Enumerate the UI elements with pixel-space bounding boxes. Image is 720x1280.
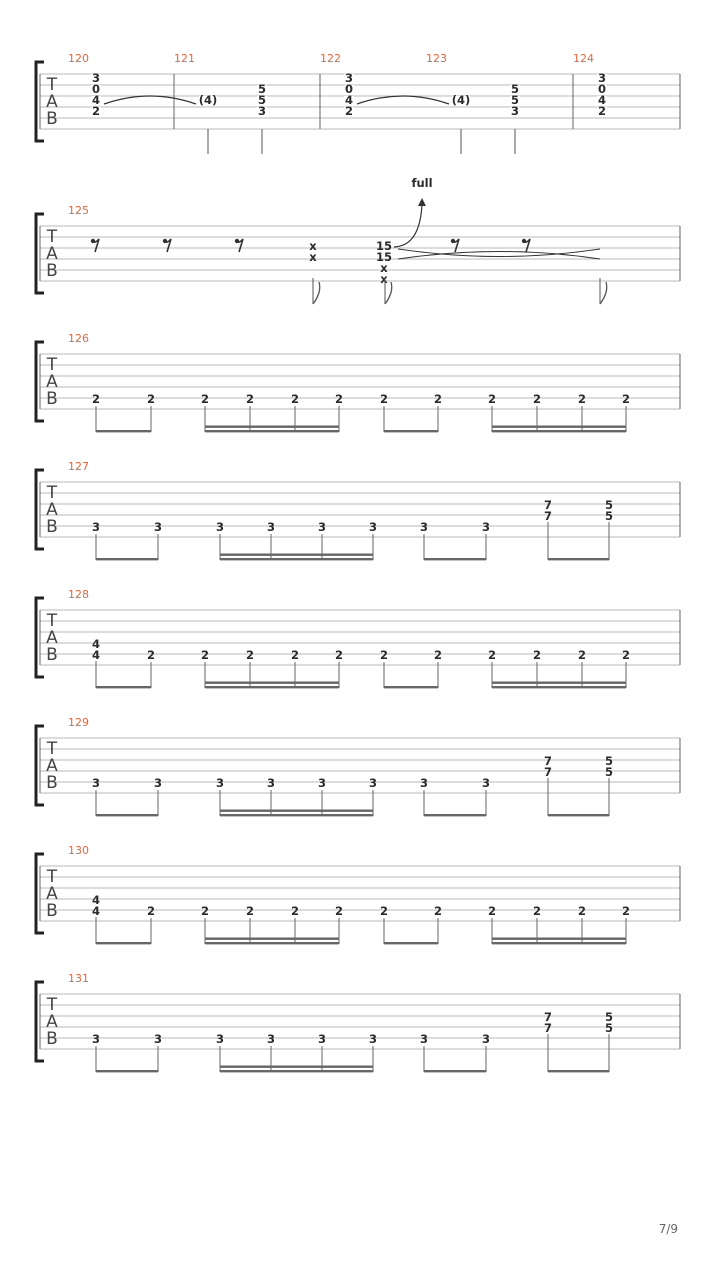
note-beam (205, 426, 339, 428)
note-beam (205, 430, 339, 432)
note-beam (492, 942, 626, 944)
fret-number: 2 (433, 648, 443, 662)
fret-number: 3 (317, 520, 327, 534)
fret-number: 2 (334, 904, 344, 918)
tab-clef-a: A (46, 92, 58, 112)
fret-number: 3 (481, 1032, 491, 1046)
fret-number: 3 (215, 1032, 225, 1046)
note-beam (424, 558, 486, 560)
fret-number: (4) (198, 93, 218, 107)
fret-number: (4) (451, 93, 471, 107)
fret-number: 3 (91, 1032, 101, 1046)
tab-staff-6 (36, 844, 680, 944)
note-beam (384, 686, 438, 688)
fret-number: 3 (153, 776, 163, 790)
tab-staff-1 (36, 176, 680, 304)
eighth-rest (451, 239, 459, 252)
note-beam (548, 814, 609, 816)
fret-number: 5 (257, 82, 267, 96)
fret-number: 2 (487, 392, 497, 406)
measure-number-128: 128 (68, 588, 89, 601)
tab-clef-b: B (46, 109, 58, 129)
fret-number: 3 (481, 776, 491, 790)
tab-clef-a: A (46, 372, 58, 392)
fret-number: 2 (245, 904, 255, 918)
fret-number: 5 (604, 1021, 614, 1035)
fret-number: 3 (419, 520, 429, 534)
tab-clef-a: A (46, 1012, 58, 1032)
tab-staff-3 (36, 460, 680, 560)
fret-number: 3 (91, 520, 101, 534)
note-beam (220, 814, 373, 816)
tab-clef-b: B (46, 901, 58, 921)
fret-number: 3 (266, 776, 276, 790)
fret-number: 3 (368, 520, 378, 534)
fret-number: 2 (200, 904, 210, 918)
tab-clef-t: T (46, 227, 58, 247)
fret-number: 4 (91, 904, 101, 918)
fret-number: 7 (543, 765, 553, 779)
eighth-rest (91, 239, 99, 252)
fret-number: 2 (433, 392, 443, 406)
note-beam (220, 1066, 373, 1068)
fret-number: 3 (344, 71, 354, 85)
fret-number: 2 (379, 904, 389, 918)
note-beam (96, 942, 151, 944)
fret-number: 4 (344, 93, 354, 107)
tab-staff-0 (36, 52, 680, 154)
note-beam (220, 1070, 373, 1072)
tab-clef-b: B (46, 1029, 58, 1049)
note-flag (600, 282, 607, 304)
fret-number: 2 (577, 648, 587, 662)
fret-number: 3 (266, 520, 276, 534)
fret-number: 2 (290, 904, 300, 918)
eighth-rest (235, 239, 243, 252)
tab-staff-4 (36, 588, 680, 688)
fret-number: 3 (153, 520, 163, 534)
fret-number: 2 (597, 104, 607, 118)
fret-number: 0 (597, 82, 607, 96)
fret-number: 7 (543, 509, 553, 523)
note-beam (205, 938, 339, 940)
measure-number-120: 120 (68, 52, 89, 65)
note-beam (548, 558, 609, 560)
note-beam (96, 686, 151, 688)
tab-clef-a: A (46, 500, 58, 520)
fret-number: 4 (91, 93, 101, 107)
tab-clef-t: T (46, 75, 58, 95)
fret-number: 5 (510, 93, 520, 107)
tab-clef-t: T (46, 867, 58, 887)
tab-clef-a: A (46, 884, 58, 904)
dead-note: x (309, 250, 317, 264)
note-beam (492, 686, 626, 688)
fret-number: 3 (368, 776, 378, 790)
fret-number: 2 (146, 392, 156, 406)
fret-number: 3 (91, 776, 101, 790)
measure-number-121: 121 (174, 52, 195, 65)
bend-arrowhead (418, 198, 426, 206)
note-beam (205, 686, 339, 688)
fret-number: 3 (215, 520, 225, 534)
fret-number: 2 (200, 648, 210, 662)
fret-number: 2 (487, 648, 497, 662)
tab-clef-t: T (46, 611, 58, 631)
measure-number-125: 125 (68, 204, 89, 217)
fret-number: 5 (604, 754, 614, 768)
note-beam (96, 814, 158, 816)
fret-number: 2 (290, 648, 300, 662)
fret-number: 2 (532, 648, 542, 662)
tab-clef-a: A (46, 244, 58, 264)
measure-number-126: 126 (68, 332, 89, 345)
fret-number: 2 (577, 904, 587, 918)
fret-number: 7 (543, 754, 553, 768)
fret-number: 7 (543, 1021, 553, 1035)
fret-number: 5 (604, 498, 614, 512)
fret-number: 3 (317, 776, 327, 790)
note-beam (205, 682, 339, 684)
measure-number-122: 122 (320, 52, 341, 65)
note-beam (96, 1070, 158, 1072)
fret-number: 2 (621, 904, 631, 918)
fret-number: 5 (510, 82, 520, 96)
note-beam (492, 430, 626, 432)
fret-number: 7 (543, 1010, 553, 1024)
measure-number-127: 127 (68, 460, 89, 473)
tab-clef-b: B (46, 389, 58, 409)
fret-number: 2 (344, 104, 354, 118)
fret-number: 3 (91, 71, 101, 85)
measure-number-123: 123 (426, 52, 447, 65)
fret-number: 2 (245, 648, 255, 662)
fret-number: 2 (334, 392, 344, 406)
fret-number: 3 (368, 1032, 378, 1046)
fret-number: 4 (91, 637, 101, 651)
note-beam (548, 1070, 609, 1072)
tab-clef-b: B (46, 261, 58, 281)
fret-number: 2 (245, 392, 255, 406)
dead-note: x (309, 239, 317, 253)
note-beam (492, 938, 626, 940)
tab-clef-t: T (46, 739, 58, 759)
fret-number: 5 (604, 765, 614, 779)
tab-clef-b: B (46, 517, 58, 537)
fret-number: 2 (91, 104, 101, 118)
fret-number: 4 (91, 893, 101, 907)
fret-number: 3 (153, 1032, 163, 1046)
fret-number: 2 (621, 392, 631, 406)
fret-number: 3 (419, 776, 429, 790)
note-beam (424, 814, 486, 816)
fret-number: 2 (200, 392, 210, 406)
measure-number-124: 124 (573, 52, 594, 65)
tab-clef-t: T (46, 483, 58, 503)
fret-number: 2 (334, 648, 344, 662)
fret-number: 7 (543, 498, 553, 512)
tab-clef-t: T (46, 995, 58, 1015)
note-beam (492, 682, 626, 684)
fret-number: 2 (487, 904, 497, 918)
note-beam (205, 942, 339, 944)
measure-number-131: 131 (68, 972, 89, 985)
fret-number: 2 (91, 392, 101, 406)
fret-number: 3 (215, 776, 225, 790)
tab-staff-2 (36, 332, 680, 432)
tie (104, 96, 196, 104)
fret-number: 3 (597, 71, 607, 85)
tab-staff-7 (36, 972, 680, 1072)
fret-number: 5 (604, 1010, 614, 1024)
fret-number: 4 (91, 648, 101, 662)
note-beam (220, 554, 373, 556)
note-beam (220, 558, 373, 560)
measure-number-130: 130 (68, 844, 89, 857)
note-beam (424, 1070, 486, 1072)
note-beam (96, 558, 158, 560)
page-number: 7/9 (658, 1222, 678, 1236)
fret-number: 4 (597, 93, 607, 107)
bend-label: full (411, 176, 433, 190)
note-beam (384, 430, 438, 432)
fret-number: 2 (433, 904, 443, 918)
fret-number: 2 (621, 648, 631, 662)
fret-number: 2 (146, 904, 156, 918)
fret-number: 2 (532, 904, 542, 918)
dead-note: x (380, 261, 388, 275)
fret-number: 5 (257, 93, 267, 107)
fret-number: 3 (481, 520, 491, 534)
tab-clef-t: T (46, 355, 58, 375)
fret-number: 15 (375, 250, 393, 264)
fret-number: 3 (266, 1032, 276, 1046)
fret-number: 3 (317, 1032, 327, 1046)
fret-number: 0 (344, 82, 354, 96)
note-beam (492, 426, 626, 428)
fret-number: 0 (91, 82, 101, 96)
fret-number: 2 (146, 648, 156, 662)
fret-number: 15 (375, 239, 393, 253)
note-beam (96, 430, 151, 432)
dead-note: x (380, 272, 388, 286)
fret-number: 5 (604, 509, 614, 523)
fret-number: 2 (577, 392, 587, 406)
fret-number: 3 (510, 104, 520, 118)
measure-number-129: 129 (68, 716, 89, 729)
fret-number: 3 (257, 104, 267, 118)
note-beam (220, 810, 373, 812)
eighth-rest (163, 239, 171, 252)
fret-number: 2 (379, 392, 389, 406)
eighth-rest (522, 239, 530, 252)
fret-number: 2 (290, 392, 300, 406)
tab-clef-b: B (46, 773, 58, 793)
tab-clef-a: A (46, 628, 58, 648)
note-flag (313, 282, 320, 304)
note-beam (384, 942, 438, 944)
tie (357, 96, 449, 104)
fret-number: 2 (379, 648, 389, 662)
tab-clef-b: B (46, 645, 58, 665)
tab-staff-5 (36, 716, 680, 816)
fret-number: 3 (419, 1032, 429, 1046)
tab-clef-a: A (46, 756, 58, 776)
fret-number: 2 (532, 392, 542, 406)
